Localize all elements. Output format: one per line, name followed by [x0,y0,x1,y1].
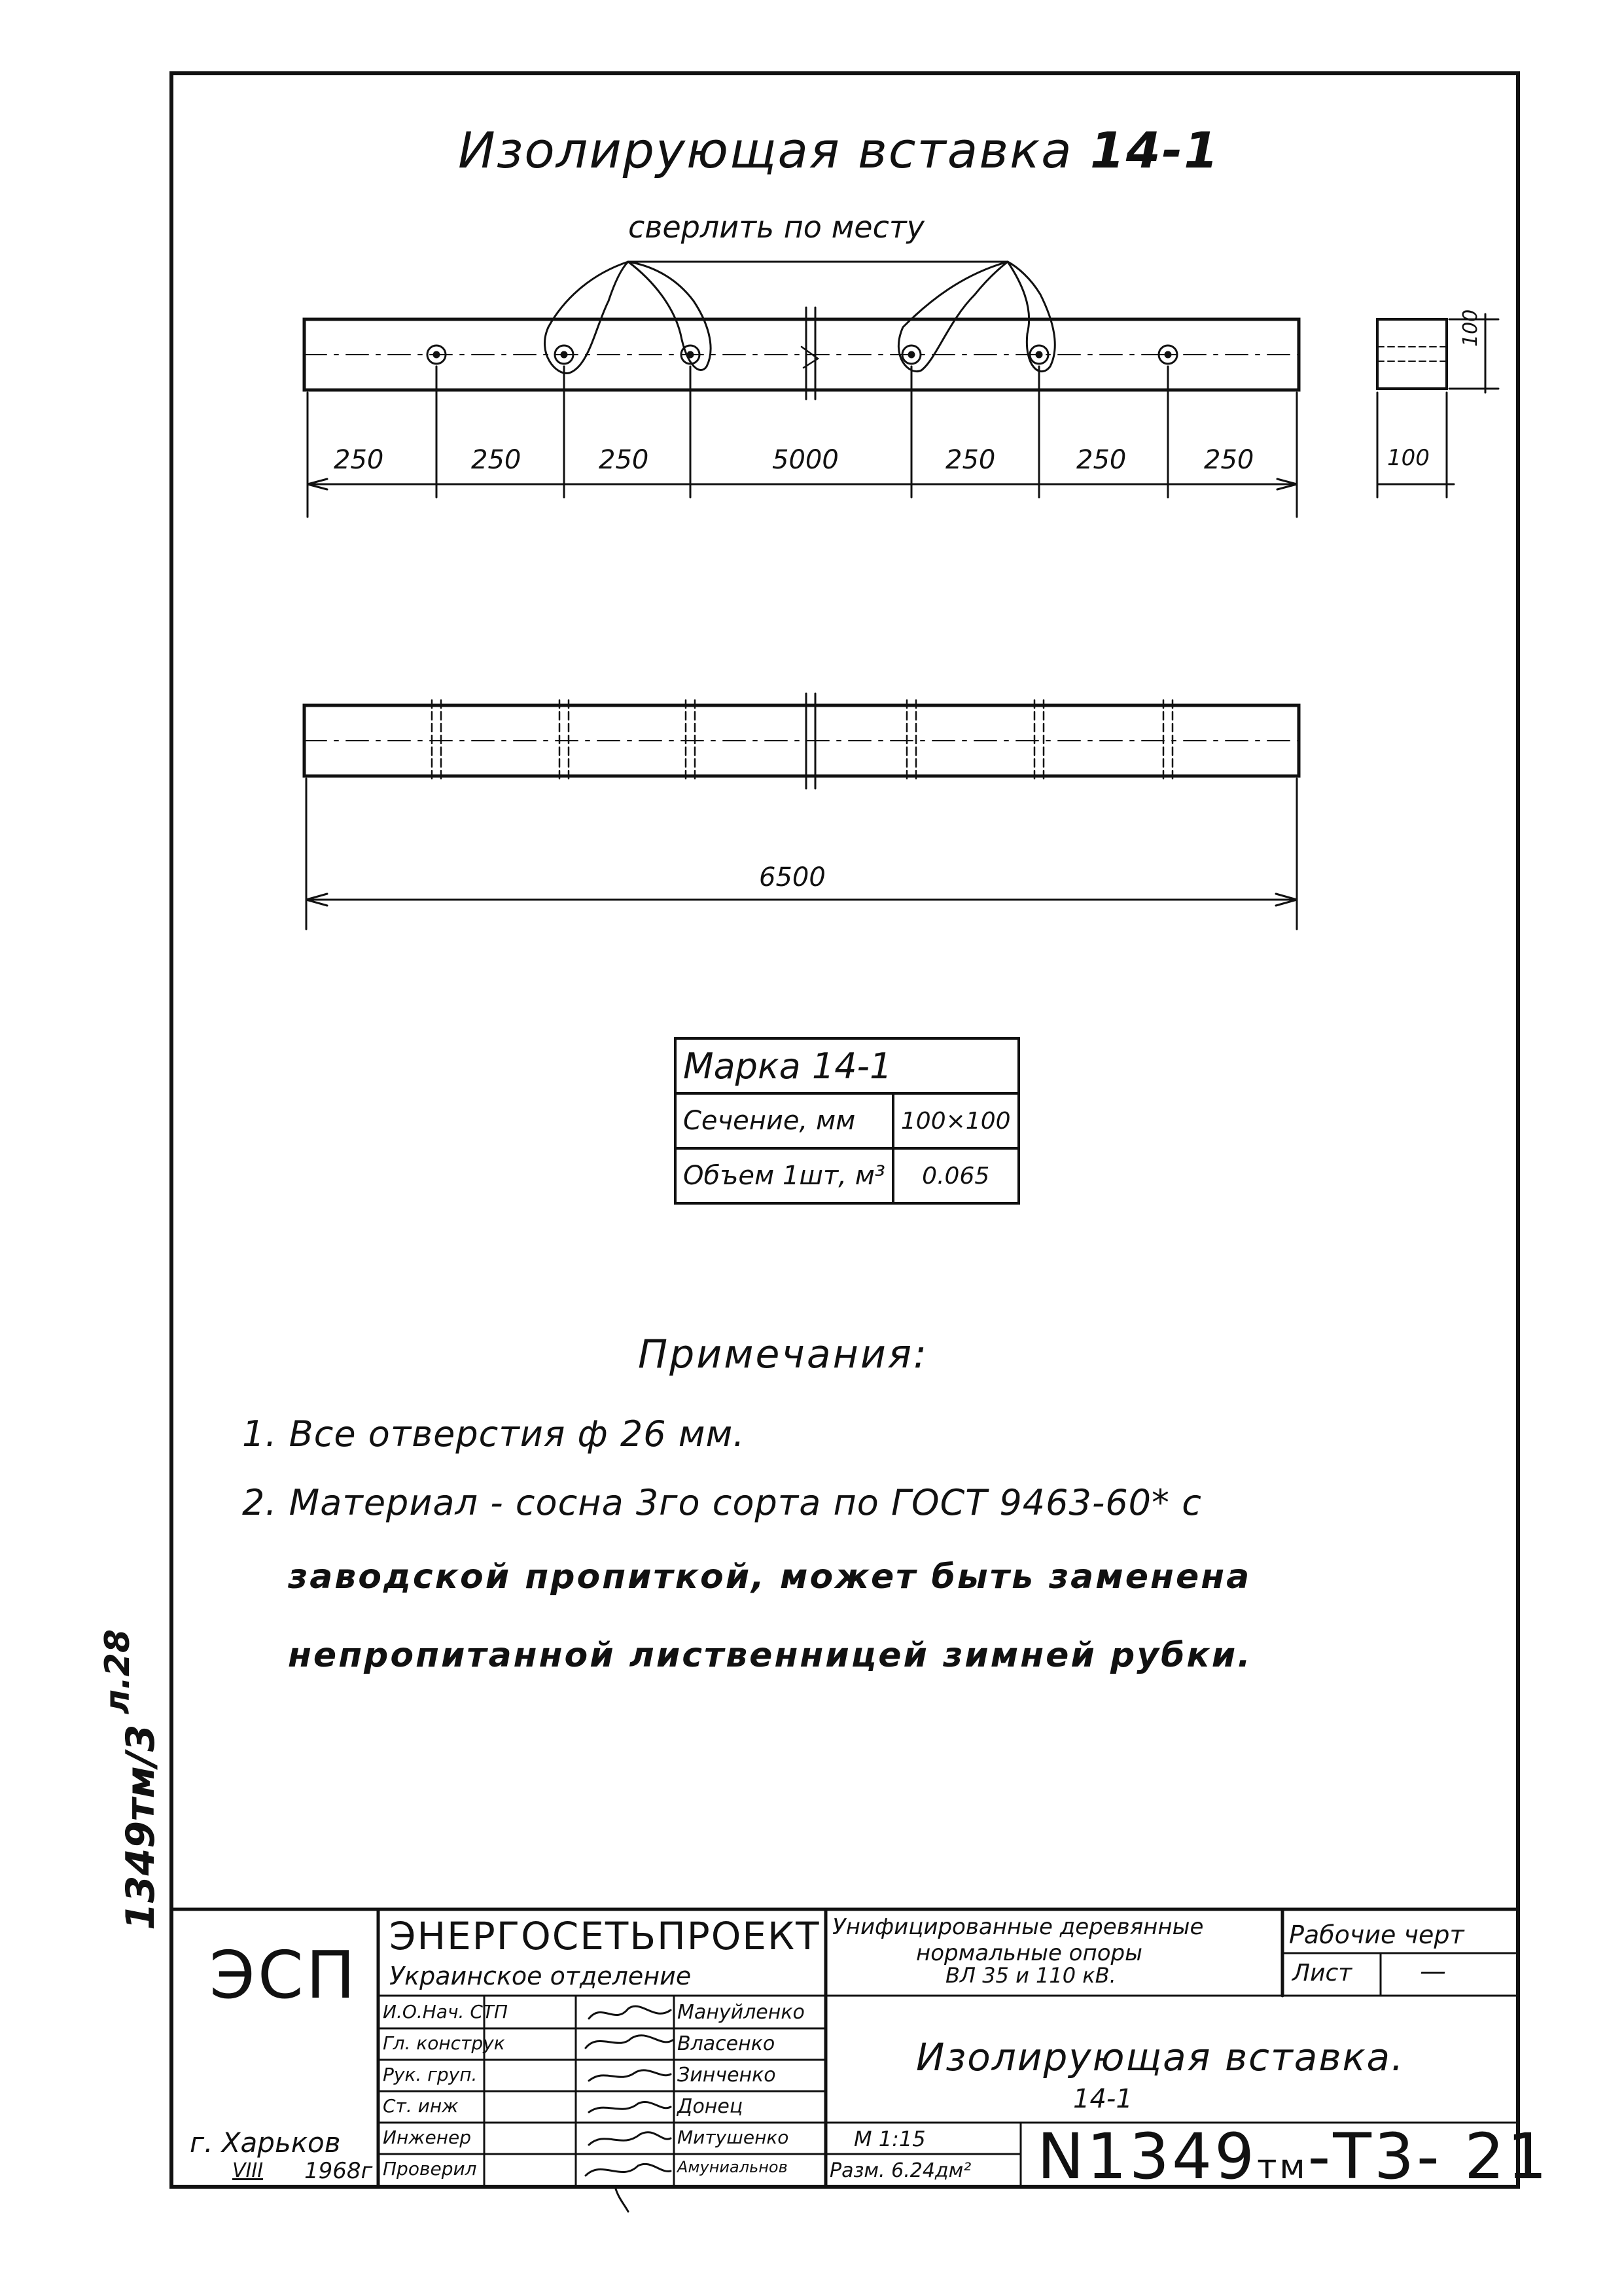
dim-4: 5000 [772,445,839,475]
project-line-1: Унифицированные деревянные [832,1914,1204,1940]
name-3: Зинченко [677,2064,776,2087]
dim-1: 250 [334,445,384,475]
marka-header: Марка 14-1 [675,1038,1019,1093]
table-row [675,1093,1019,1148]
drawing-code [1037,2120,1549,2193]
org-dept: Украинское отделение [389,1962,692,1990]
note-2-cont-1: заводской пропиткой, может быть заменена [288,1557,1252,1597]
notes-title: Примечания: [638,1332,929,1377]
side-stamp-number: 1349тм/3 [118,1724,164,1930]
name-5: Митушенко [677,2127,789,2148]
drawing-title [458,121,1220,179]
note-2-cont-2: непропитанной лиственницей зимней рубки. [288,1636,1252,1675]
sheet-value: — [1420,1956,1446,1987]
stage: Рабочие черт [1289,1920,1464,1949]
side-stamp-sheet: л.28 [98,1629,137,1714]
total-length-dim: 6500 [759,862,826,892]
org-name: ЭНЕРГОСЕТЬПРОЕКТ [389,1914,821,1958]
project-line-3: ВЛ 35 и 110 кВ. [945,1963,1116,1988]
role-6: Проверил [383,2158,477,2180]
dim-7: 250 [1204,445,1254,475]
role-2: Гл. конструк [383,2032,505,2054]
scale: М 1:15 [854,2127,926,2151]
drawing-title-mark: 14-1 [1089,121,1220,179]
date-year: 1968г [304,2158,373,2184]
dim-6: 250 [1076,445,1127,475]
section-dim-horizontal: 100 [1387,445,1430,471]
sheet-label: Лист [1292,1960,1352,1987]
drawing-code-suffix-small: тм [1257,2147,1308,2187]
role-4: Ст. инж [383,2095,459,2117]
name-2: Власенко [677,2032,775,2055]
section-label: Сечение, мм [675,1093,893,1148]
note-2: 2. Материал - сосна 3го сорта по ГОСТ 9463-60* с [242,1482,1202,1523]
drill-note: сверлить по месту [628,209,925,245]
name-4: Донец [677,2095,743,2118]
role-3: Рук. груп. [383,2064,478,2085]
name-6: Амуниальнов [677,2158,788,2176]
dim-5: 250 [945,445,996,475]
city: г. Харьков [190,2127,341,2159]
logo-esp: ЭСП [209,1937,358,2013]
drawing-name: Изолирующая вставка. [916,2035,1405,2079]
drawing-mark: 14-1 [1073,2084,1133,2114]
volume-value: 0.065 [893,1148,1019,1203]
role-5: Инженер [383,2127,472,2148]
date-month: VIII [232,2159,264,2182]
drawing-code-prefix: N1349 [1037,2120,1258,2193]
marka-table [674,1037,1020,1205]
section-dim-vertical: 100 [1459,309,1482,347]
format: Разм. 6.24дм² [830,2159,972,2182]
role-1: И.О.Нач. СТП [383,2001,508,2022]
drill-leaders [544,262,1055,373]
project-line-2: нормальные опоры [916,1940,1142,1966]
volume-label: Объем 1шт, м³ [675,1148,893,1203]
name-1: Мануйленко [677,2001,805,2024]
overall-dimension-line [306,779,1297,929]
drawing-title-text: Изолирующая вставка [458,121,1073,179]
note-1: 1. Все отверстия ф 26 мм. [242,1413,745,1455]
dim-2: 250 [471,445,521,475]
table-row [675,1148,1019,1203]
marka-table-header-row [675,1038,1019,1093]
drawing-code-rest: -Т3- 21 [1307,2120,1550,2193]
dim-3: 250 [599,445,649,475]
section-value: 100×100 [893,1093,1019,1148]
signature-scribbles [586,2006,673,2212]
